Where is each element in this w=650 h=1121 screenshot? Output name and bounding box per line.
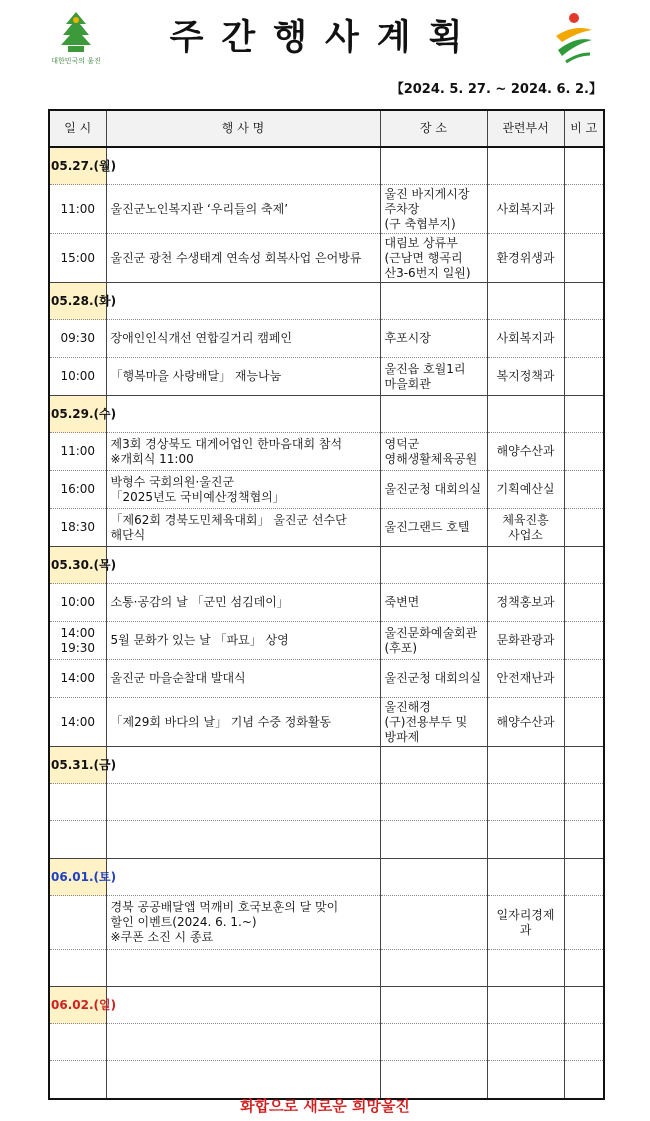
cell-place: 울진해경 (구)전용부두 및 방파제 [380,698,487,747]
empty-cell [564,747,604,784]
cell-place: 울진군청 대회의실 [380,471,487,509]
cell-event: 「행복마을 사랑배달」 재능나눔 [106,358,380,396]
empty-cell [487,987,564,1024]
cell-note [564,1061,604,1100]
empty-cell [380,147,487,185]
cell-note [564,660,604,698]
cell-note [564,358,604,396]
table-row [49,950,604,987]
cell-event: 소통·공감의 날 「군민 섬김데이」 [106,584,380,622]
cell-note [564,698,604,747]
cell-note [564,185,604,234]
cell-note [564,433,604,471]
cell-event [106,1024,380,1061]
cell-place: 울진 바지게시장 주차장 (구 축협부지) [380,185,487,234]
day-date: 05.30.(목) [49,547,106,584]
cell-time [49,784,106,821]
table-row [49,821,604,859]
empty-cell [380,859,487,896]
weekly-schedule-table [48,109,605,1100]
cell-dept: 일자리경제과 [487,896,564,950]
table-row [49,320,604,358]
empty-cell [106,147,380,185]
day-header-row [49,987,604,1024]
cell-place [380,950,487,987]
cell-place: 후포시장 [380,320,487,358]
empty-cell [487,396,564,433]
cell-note [564,784,604,821]
cell-event [106,950,380,987]
cell-time: 18:30 [49,509,106,547]
day-date: 05.28.(화) [49,283,106,320]
table-row [49,622,604,660]
empty-cell [487,147,564,185]
empty-cell [106,396,380,433]
footer-slogan: 화합으로 새로운 희망울진 [240,1097,410,1115]
empty-cell [106,747,380,784]
cell-time: 11:00 [49,433,106,471]
column-header-dept: 관련부서 [487,110,564,147]
cell-dept [487,1061,564,1100]
cell-dept: 문화관광과 [487,622,564,660]
cell-place [380,784,487,821]
schedule-period: 【2024. 5. 27. ~ 2024. 6. 2.】 [390,82,602,97]
day-date: 05.29.(수) [49,396,106,433]
empty-cell [487,283,564,320]
table-row [49,185,604,234]
empty-cell [380,547,487,584]
cell-place: 대림보 상류부 (근남면 행곡리 산3-6번지 일원) [380,234,487,283]
cell-dept: 사회복지과 [487,185,564,234]
empty-cell [487,859,564,896]
cell-event [106,784,380,821]
cell-dept [487,784,564,821]
column-header-time: 일 시 [49,110,106,147]
cell-dept: 사회복지과 [487,320,564,358]
empty-cell [564,859,604,896]
cell-time: 16:00 [49,471,106,509]
cell-time [49,950,106,987]
cell-note [564,821,604,859]
empty-cell [564,147,604,185]
uljin-emblem-icon [552,10,596,66]
uljin-logo-icon [46,8,106,66]
empty-cell [564,283,604,320]
column-header-place: 장 소 [380,110,487,147]
day-header-row [49,396,604,433]
logo-caption: 대한민국의 울진 [51,57,101,65]
cell-event: 울진군 광천 수생태계 연속성 회복사업 은어방류 [106,234,380,283]
day-header-row [49,547,604,584]
cell-time: 11:00 [49,185,106,234]
cell-time: 14:00 [49,660,106,698]
day-date: 05.27.(월) [49,147,106,185]
cell-dept: 해양수산과 [487,433,564,471]
table-row [49,471,604,509]
empty-cell [564,547,604,584]
cell-place [380,1061,487,1100]
cell-dept: 환경위생과 [487,234,564,283]
day-header-row [49,283,604,320]
page-title: 주간행사계획 [169,18,481,58]
cell-event: 「제29회 바다의 날」 기념 수중 정화활동 [106,698,380,747]
day-date: 05.31.(금) [49,747,106,784]
cell-time: 14:00 19:30 [49,622,106,660]
cell-event: 울진군 마을순찰대 발대식 [106,660,380,698]
cell-time: 10:00 [49,584,106,622]
cell-event: 5월 문화가 있는 날 「파묘」 상영 [106,622,380,660]
empty-cell [380,396,487,433]
cell-event [106,1061,380,1100]
table-row [49,1024,604,1061]
cell-note [564,509,604,547]
cell-place: 울진문화예술회관 (후포) [380,622,487,660]
cell-note [564,471,604,509]
table-row [49,660,604,698]
cell-place: 울진그랜드 호텔 [380,509,487,547]
cell-time: 09:30 [49,320,106,358]
cell-dept: 복지정책과 [487,358,564,396]
empty-cell [487,747,564,784]
cell-time [49,1061,106,1100]
cell-event: 「제62회 경북도민체육대회」 울진군 선수단 해단식 [106,509,380,547]
day-header-row [49,859,604,896]
table-row [49,784,604,821]
empty-cell [564,396,604,433]
cell-place [380,821,487,859]
table-row [49,584,604,622]
empty-cell [106,859,380,896]
table-row [49,1061,604,1100]
table-row [49,896,604,950]
day-date: 06.02.(일) [49,987,106,1024]
cell-dept: 체육진흥 사업소 [487,509,564,547]
cell-dept [487,1024,564,1061]
empty-cell [106,987,380,1024]
cell-dept [487,950,564,987]
cell-time: 10:00 [49,358,106,396]
cell-place: 울진읍 호월1리 마을회관 [380,358,487,396]
day-date: 06.01.(토) [49,859,106,896]
table-row [49,433,604,471]
cell-dept: 정책홍보과 [487,584,564,622]
cell-time [49,896,106,950]
cell-place: 영덕군 영해생활체육공원 [380,433,487,471]
column-header-note: 비 고 [564,110,604,147]
cell-time: 15:00 [49,234,106,283]
table-header-row [49,110,604,147]
table-row [49,698,604,747]
cell-note [564,584,604,622]
empty-cell [106,547,380,584]
cell-event: 제3회 경상북도 대게어업인 한마음대회 참석 ※개회식 11:00 [106,433,380,471]
cell-dept: 기획예산실 [487,471,564,509]
empty-cell [380,747,487,784]
day-header-row [49,147,604,185]
cell-note [564,234,604,283]
cell-event: 울진군노인복지관 ‘우리들의 축제’ [106,185,380,234]
cell-event [106,821,380,859]
cell-dept [487,821,564,859]
column-header-event: 행 사 명 [106,110,380,147]
cell-note [564,320,604,358]
cell-event: 경북 공공배달앱 먹깨비 호국보훈의 달 맞이 할인 이벤트(2024. 6. 1.~) ※쿠폰 소진 시 종료 [106,896,380,950]
empty-cell [487,547,564,584]
document-header [0,0,650,97]
cell-time [49,821,106,859]
cell-note [564,1024,604,1061]
cell-dept: 안전재난과 [487,660,564,698]
table-row [49,509,604,547]
cell-place: 죽변면 [380,584,487,622]
cell-dept: 해양수산과 [487,698,564,747]
table-row [49,358,604,396]
cell-time [49,1024,106,1061]
cell-place: 울진군청 대회의실 [380,660,487,698]
empty-cell [564,987,604,1024]
cell-note [564,950,604,987]
day-header-row [49,747,604,784]
cell-event: 장애인인식개선 연합길거리 캠페인 [106,320,380,358]
cell-place [380,1024,487,1061]
empty-cell [380,987,487,1024]
cell-note [564,622,604,660]
cell-time: 14:00 [49,698,106,747]
table-row [49,234,604,283]
cell-event: 박형수 국회의원·울진군 「2025년도 국비예산정책협의」 [106,471,380,509]
empty-cell [380,283,487,320]
cell-note [564,896,604,950]
cell-place [380,896,487,950]
empty-cell [106,283,380,320]
